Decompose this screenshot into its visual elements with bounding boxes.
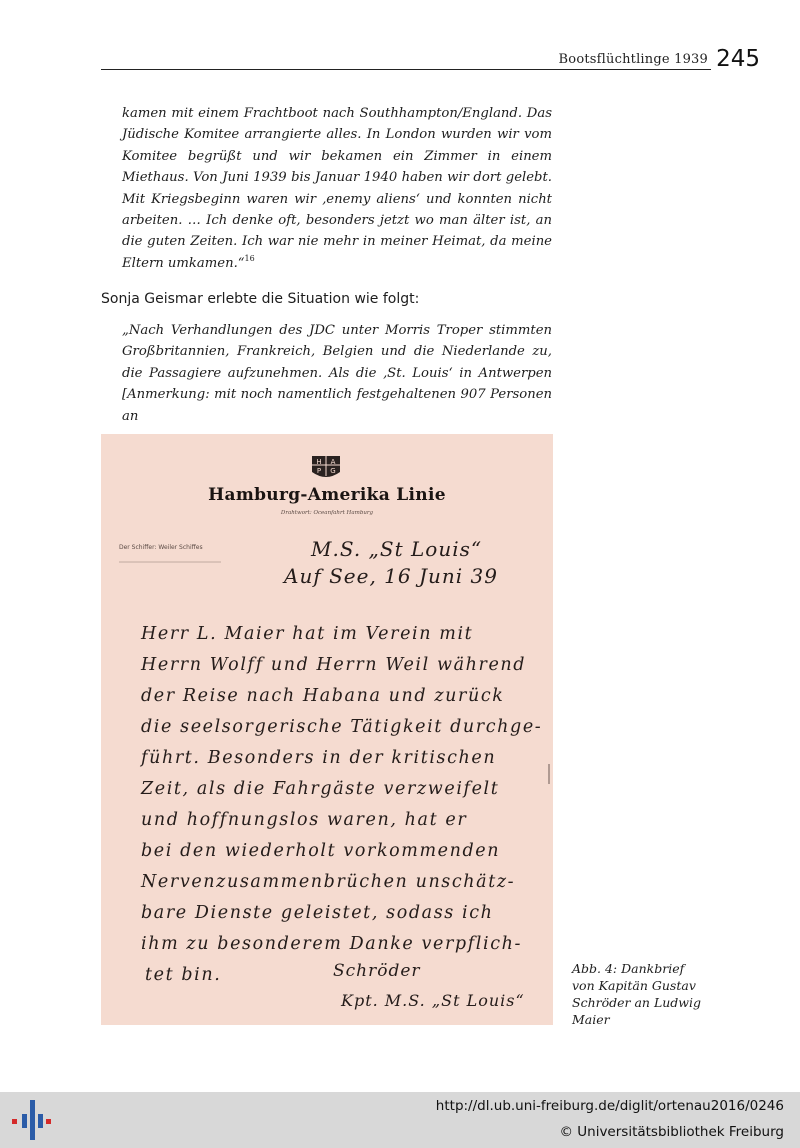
figure-caption: Abb. 4: Dankbrief von Kapitän Gustav Schröder an Ludwig Maier: [572, 961, 701, 1027]
letterhead-title: Hamburg-Amerika Linie: [208, 485, 446, 505]
intro-line: Sonja Geismar erlebte die Situation wie folgt:: [101, 291, 420, 307]
library-logo-icon: [0, 1092, 60, 1148]
letter-field-label: Der Schiffer: Weiler Schiffes: [119, 544, 203, 551]
footnote-ref: 16: [244, 253, 255, 263]
letter-ship: M.S. „St Louis“: [311, 537, 483, 561]
quote-block-1: [122, 103, 552, 274]
page-number: 245: [716, 46, 760, 72]
letter-date: Auf See, 16 Juni 39: [284, 564, 498, 588]
logo-letter-a: A: [330, 458, 336, 466]
quote-1-text: kamen mit einem Frachtboot nach Southhampton/England. Das Jüdische Komitee arrangierte alles. In London wurden wir vom Komitee begrüßt und wir bekamen ein Zimmer in einem Miethaus. Von Juni 1939 bis Januar 1940 haben wir dort gelebt. Mit Kriegsbeginn waren wir ‚enemy aliens‘ und konnten nicht arbeiten. … Ich denke oft, besonders jetzt wo man älter ist, an die guten Zeiten. Ich war nie mehr in meiner Heimat, da meine Eltern umkamen.“: [122, 106, 552, 271]
letter-line: ihm zu besonderem Danke verpflich-: [141, 934, 522, 954]
letterhead-telegram: Drahtwort: Oceanfahrt Hamburg: [280, 510, 374, 516]
letter-line: und hoffnungslos waren, hat er: [141, 810, 468, 830]
letter-line: bare Dienste geleistet, sodass ich: [141, 903, 494, 923]
letter-signature-title: Kpt. M.S. „St Louis“: [341, 991, 525, 1010]
letter-line: Nervenzusammenbrüchen unschätz-: [141, 872, 516, 892]
logo-letter-g: G: [330, 467, 336, 475]
letter-line: tet bin.: [145, 965, 222, 985]
quote-block-2: [122, 320, 552, 424]
running-title: Bootsflüchtlinge 1939: [558, 52, 708, 67]
footer-url[interactable]: http://dl.ub.uni-freiburg.de/diglit/ortenau2016/0246: [435, 1098, 784, 1114]
hapag-logo: [312, 456, 340, 477]
letter-signature: Schröder: [333, 961, 421, 981]
letter-line: die seelsorgerische Tätigkeit durchge-: [141, 717, 543, 737]
letter-line: Zeit, als die Fahrgäste verzweifelt: [141, 779, 500, 799]
letter-line: Herr L. Maier hat im Verein mit: [141, 624, 474, 644]
footer-bar: [0, 1092, 800, 1148]
letter-line: der Reise nach Habana und zurück: [141, 686, 505, 706]
letter-line: Herrn Wolff und Herrn Weil während: [141, 655, 527, 675]
footer-copyright: © Universitätsbibliothek Freiburg: [559, 1124, 784, 1140]
letter-line: führt. Besonders in der kritischen: [141, 748, 497, 768]
letter-facsimile: [101, 434, 553, 1025]
quote-2-text: „Nach Verhandlungen des JDC unter Morris Troper stimmten Großbritannien, Frankreich, Belgien und die Niederlande zu, die Passagiere aufzunehmen. Als die ‚St. Louis‘ in Antwerpen [Anmerkung: mit noch namentlich festgehaltenen 907 Personen an: [122, 323, 552, 424]
logo-letter-p: P: [316, 467, 322, 475]
header-rule: [101, 69, 711, 70]
logo-letter-h: H: [316, 458, 322, 466]
letter-line: bei den wiederholt vorkommenden: [141, 841, 501, 861]
